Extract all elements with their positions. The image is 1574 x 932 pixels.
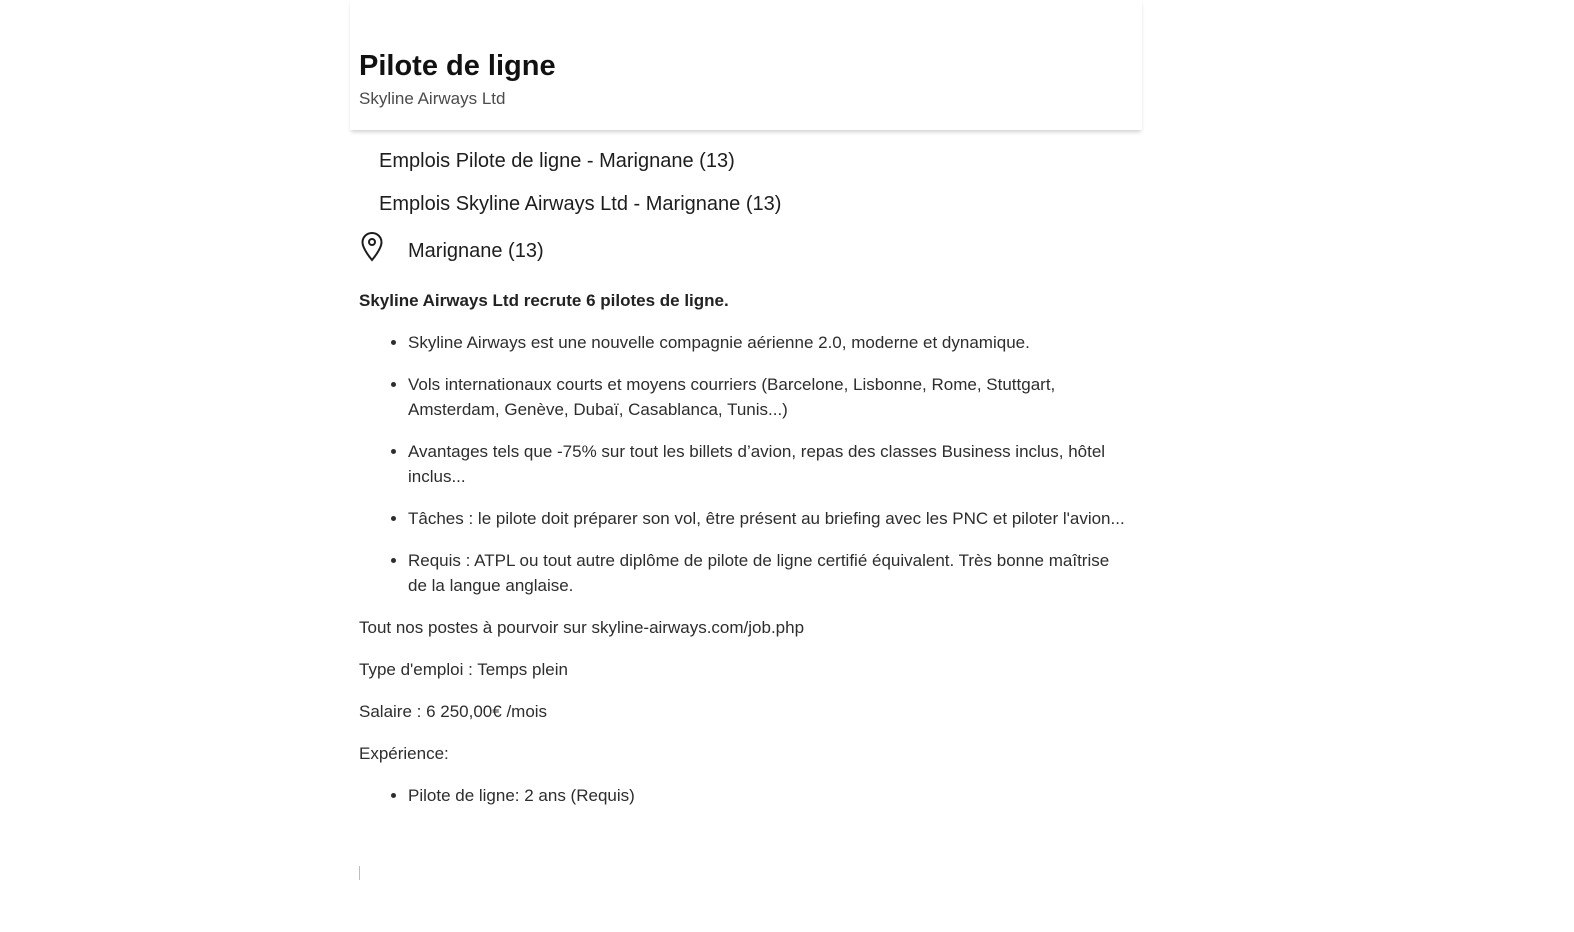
location-text: Marignane (13)	[408, 240, 544, 262]
job-card	[350, 0, 1142, 808]
related-links	[350, 130, 1142, 217]
experience-list	[359, 783, 1132, 808]
list-item: • Skyline Airways est une nouvelle compagnie aérienne 2.0, moderne et dynamique.	[408, 330, 1132, 355]
description-intro: Skyline Airways Ltd recrute 6 pilotes de ligne.	[359, 291, 729, 310]
salary: Salaire : 6 250,00€ /mois	[359, 702, 548, 721]
text-cursor-mark	[359, 866, 360, 880]
job-description	[350, 288, 1142, 808]
job-header	[350, 0, 1142, 130]
location-pin-icon	[359, 231, 385, 263]
list-item: • Requis : ATPL ou tout autre diplôme de pilote de ligne certifié équivalent. Très bonne maîtrise de la langue anglaise.	[408, 548, 1132, 598]
related-link-company-location[interactable]: Emplois Skyline Airways Ltd - Marignane (13)	[379, 193, 782, 215]
company-name: Skyline Airways Ltd	[359, 89, 506, 108]
job-type: Type d'emploi : Temps plein	[359, 660, 568, 679]
list-item: • Avantages tels que -75% sur tout les billets d’avion, repas des classes Business inclus, hôtel inclus...	[408, 439, 1132, 489]
list-item: • Vols internationaux courts et moyens courriers (Barcelone, Lisbonne, Rome, Stuttgart, Amsterdam, Genève, Dubaï, Casablanca, Tunis...)	[408, 372, 1132, 422]
job-title: Pilote de ligne	[359, 50, 556, 82]
description-bullets	[359, 330, 1132, 598]
location-row	[350, 234, 1142, 268]
related-link-title-location[interactable]: Emplois Pilote de ligne - Marignane (13)	[379, 150, 735, 172]
list-item: • Pilote de ligne: 2 ans (Requis)	[408, 783, 1132, 808]
list-item: • Tâches : le pilote doit préparer son vol, être présent au briefing avec les PNC et piloter l'avion...	[408, 506, 1132, 531]
experience-label: Expérience:	[359, 744, 449, 763]
postings-line: Tout nos postes à pourvoir sur skyline-airways.com/job.php	[359, 618, 805, 637]
